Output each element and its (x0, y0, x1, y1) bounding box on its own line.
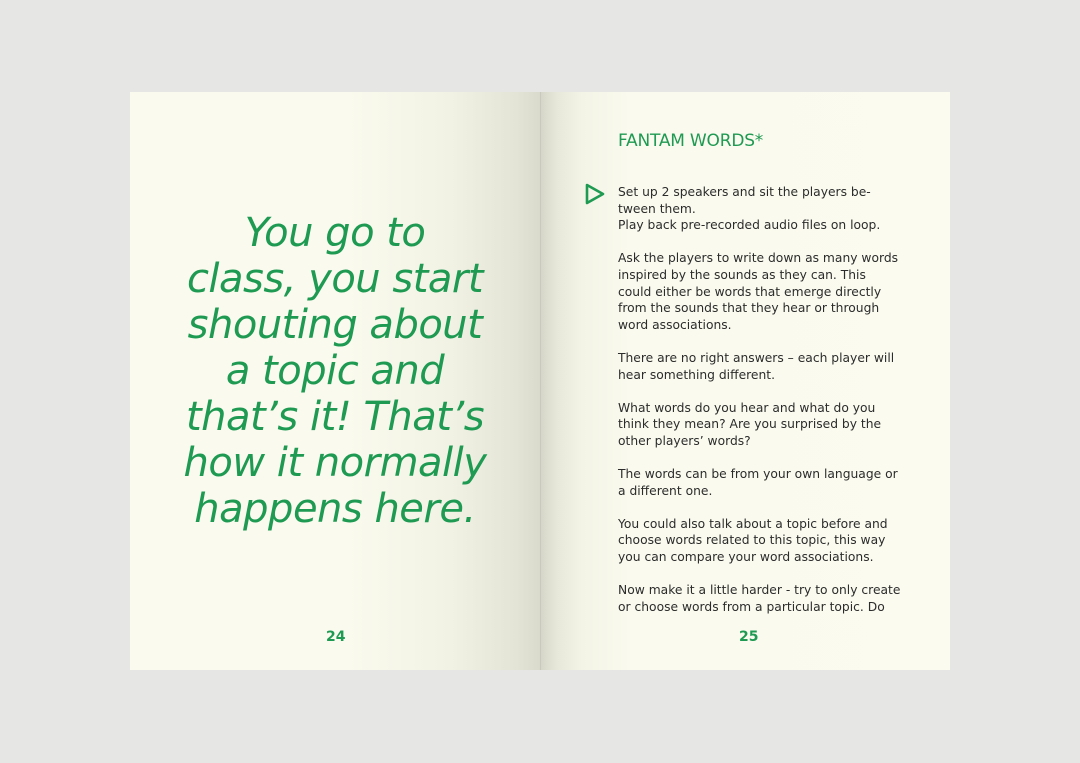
quote-line: shouting about (187, 302, 483, 348)
text-line: a different one. (618, 483, 713, 498)
pull-quote (160, 210, 510, 532)
paragraph (618, 466, 923, 499)
quote-line: a topic and (225, 348, 445, 394)
paragraph (618, 582, 923, 615)
text-line: What words do you hear and what do you (618, 400, 876, 415)
book-spread (130, 92, 950, 670)
text-line: You could also talk about a topic before and (618, 516, 888, 531)
text-line: tween them. (618, 201, 696, 216)
text-line: choose words related to this topic, this way (618, 533, 886, 548)
text-line: inspired by the sounds as they can. This (618, 267, 866, 282)
text-line: Ask the players to write down as many words (618, 251, 899, 266)
paragraph (618, 516, 923, 566)
quote-line: class, you start (186, 256, 484, 302)
page-number-left: 24 (326, 629, 346, 645)
left-page (130, 92, 541, 670)
quote-line: You go to (244, 210, 426, 256)
text-line: word associations. (618, 317, 732, 332)
instructions-text (618, 184, 923, 632)
text-line: think they mean? Are you surprised by the (618, 417, 882, 432)
text-line: other players’ words? (618, 433, 751, 448)
text-line: you can compare your word associations. (618, 550, 874, 565)
text-line: from the sounds that they hear or through (618, 301, 880, 316)
text-line: or choose words from a particular topic. Do (618, 599, 885, 614)
section-title: FANTAM WORDS* (618, 131, 764, 151)
quote-line: that’s it! That’s (185, 394, 485, 440)
play-triangle-icon (584, 182, 606, 206)
text-line: The words can be from your own language or (618, 467, 898, 482)
quote-line: happens here. (194, 486, 476, 532)
paragraph (618, 400, 923, 450)
page-number-right: 25 (739, 629, 759, 645)
paragraph (618, 250, 923, 333)
paragraph (618, 184, 923, 234)
quote-line: how it normally (183, 440, 487, 486)
paragraph (618, 350, 923, 383)
text-line: There are no right answers – each player will (618, 350, 895, 365)
right-page (541, 92, 950, 670)
text-line: Set up 2 speakers and sit the players be- (618, 185, 871, 199)
text-line: Now make it a little harder - try to only create (618, 583, 901, 598)
text-line: hear something different. (618, 367, 776, 382)
text-line: Play back pre-recorded audio files on loop. (618, 218, 881, 233)
text-line: could either be words that emerge directly (618, 284, 882, 299)
